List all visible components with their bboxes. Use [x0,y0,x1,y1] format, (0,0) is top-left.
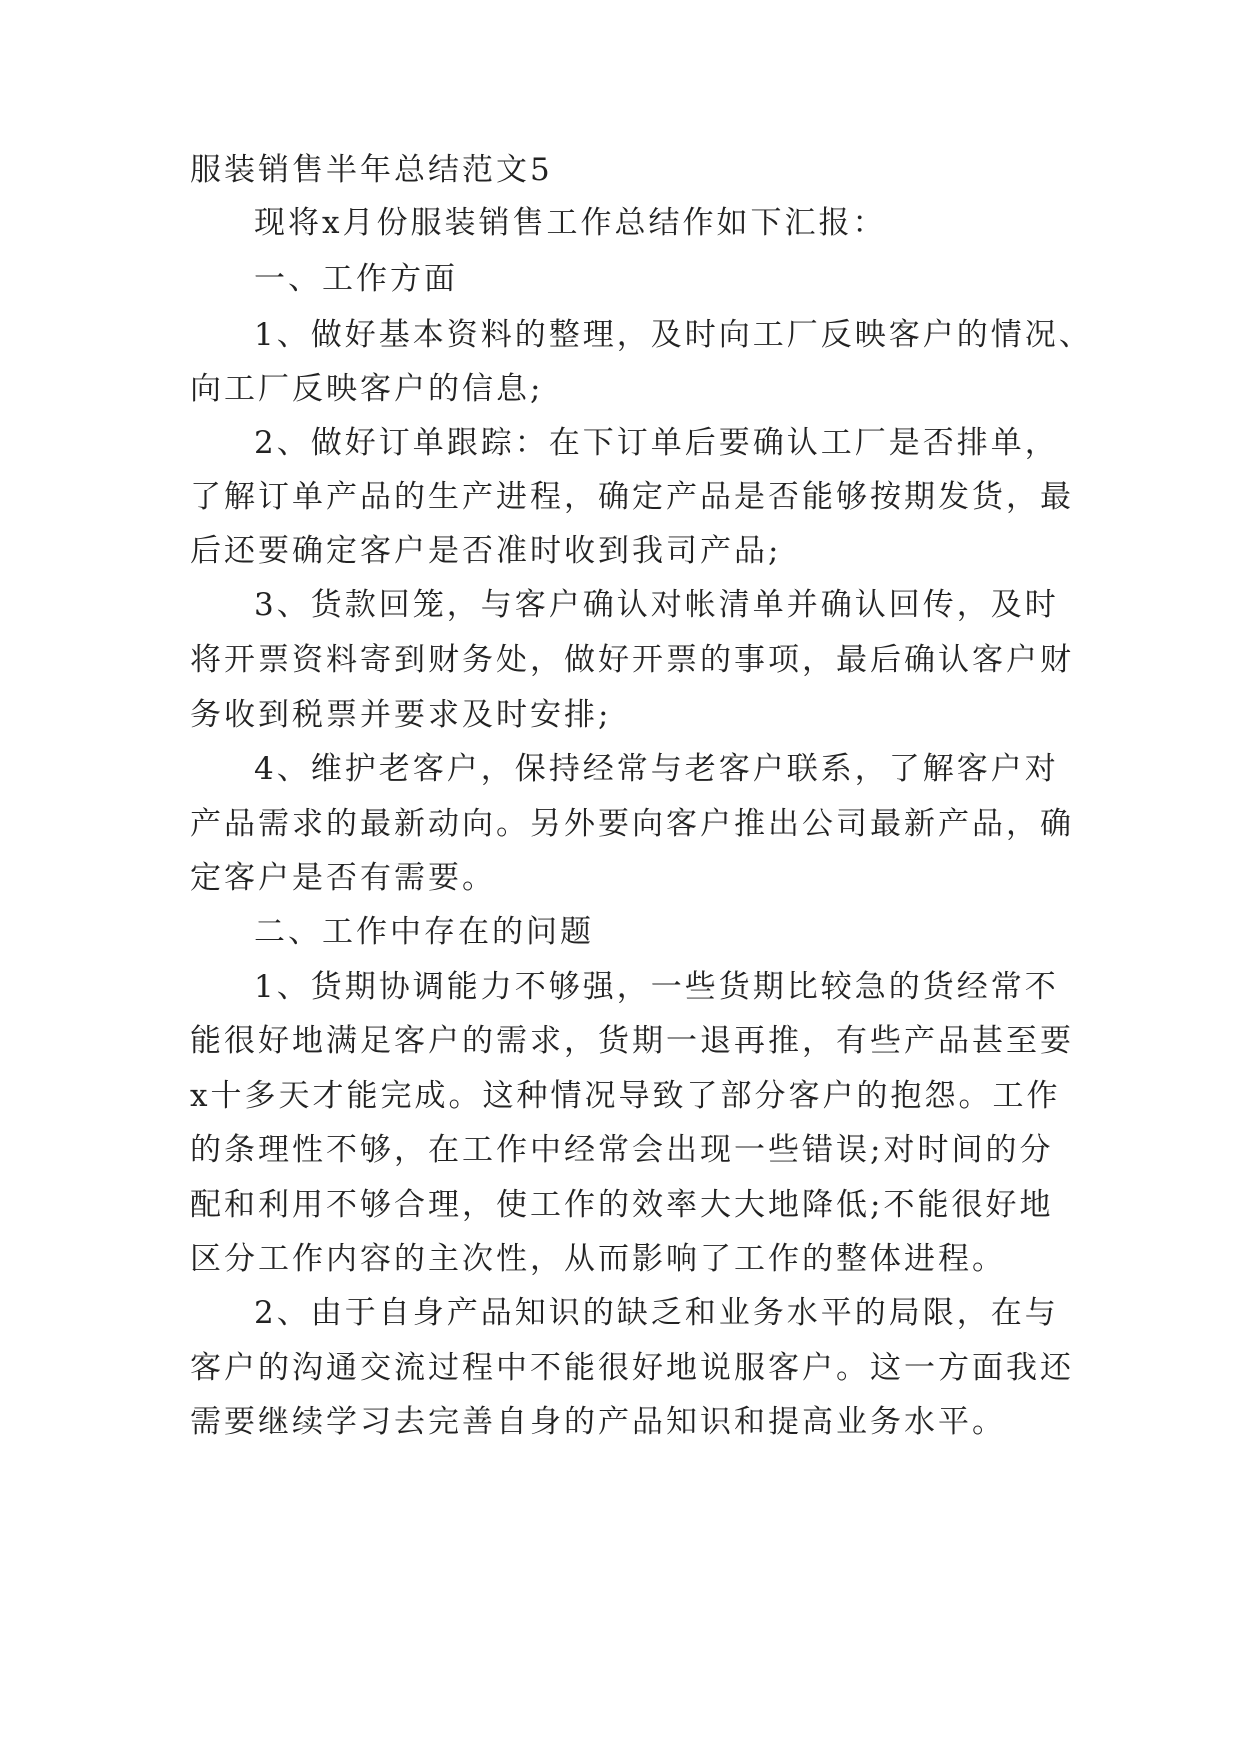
text-line: x十多天才能完成。这种情况导致了部分客户的抱怨。工作 [190,1078,1061,1114]
text-line: 区分工作内容的主次性，从而影响了工作的整体进程。 [190,1241,1006,1277]
text-line: 向工厂反映客户的信息; [190,371,544,407]
text-line: 后还要确定客户是否准时收到我司产品; [190,533,782,569]
text-line: 需要继续学习去完善自身的产品知识和提高业务水平。 [190,1404,1006,1440]
text-line: 能很好地满足客户的需求，货期一退再推，有些产品甚至要 [190,1023,1074,1059]
text-line: 1、货期协调能力不够强，一些货期比较急的货经常不 [254,969,1059,1005]
text-line: 了解订单产品的生产进程，确定产品是否能够按期发货，最 [190,479,1074,515]
text-line: 将开票资料寄到财务处，做好开票的事项，最后确认客户财 [190,642,1074,678]
text-line: 产品需求的最新动向。另外要向客户推出公司最新产品，确 [190,806,1074,842]
text-line: 配和利用不够合理，使工作的效率大大地降低;不能很好地 [190,1187,1054,1223]
text-line: 2、做好订单跟踪：在下订单后要确认工厂是否排单， [254,425,1059,461]
paragraph-intro: 现将x月份服装销售工作总结作如下汇报： [254,205,887,241]
section-heading-problems: 二、工作中存在的问题 [254,914,594,950]
text-line: 3、货款回笼，与客户确认对帐清单并确认回传，及时 [254,587,1059,623]
text-line: 2、由于自身产品知识的缺乏和业务水平的局限，在与 [254,1295,1059,1331]
text-line: 的条理性不够，在工作中经常会出现一些错误;对时间的分 [190,1132,1054,1168]
text-line: 1、做好基本资料的整理，及时向工厂反映客户的情况、 [254,317,1093,353]
document-title: 服装销售半年总结范文5 [190,152,553,188]
text-line: 务收到税票并要求及时安排; [190,697,612,733]
section-heading-work: 一、工作方面 [254,261,458,297]
text-line: 定客户是否有需要。 [190,860,496,896]
text-line: 4、维护老客户，保持经常与老客户联系，了解客户对 [254,751,1059,787]
text-line: 客户的沟通交流过程中不能很好地说服客户。这一方面我还 [190,1350,1074,1386]
